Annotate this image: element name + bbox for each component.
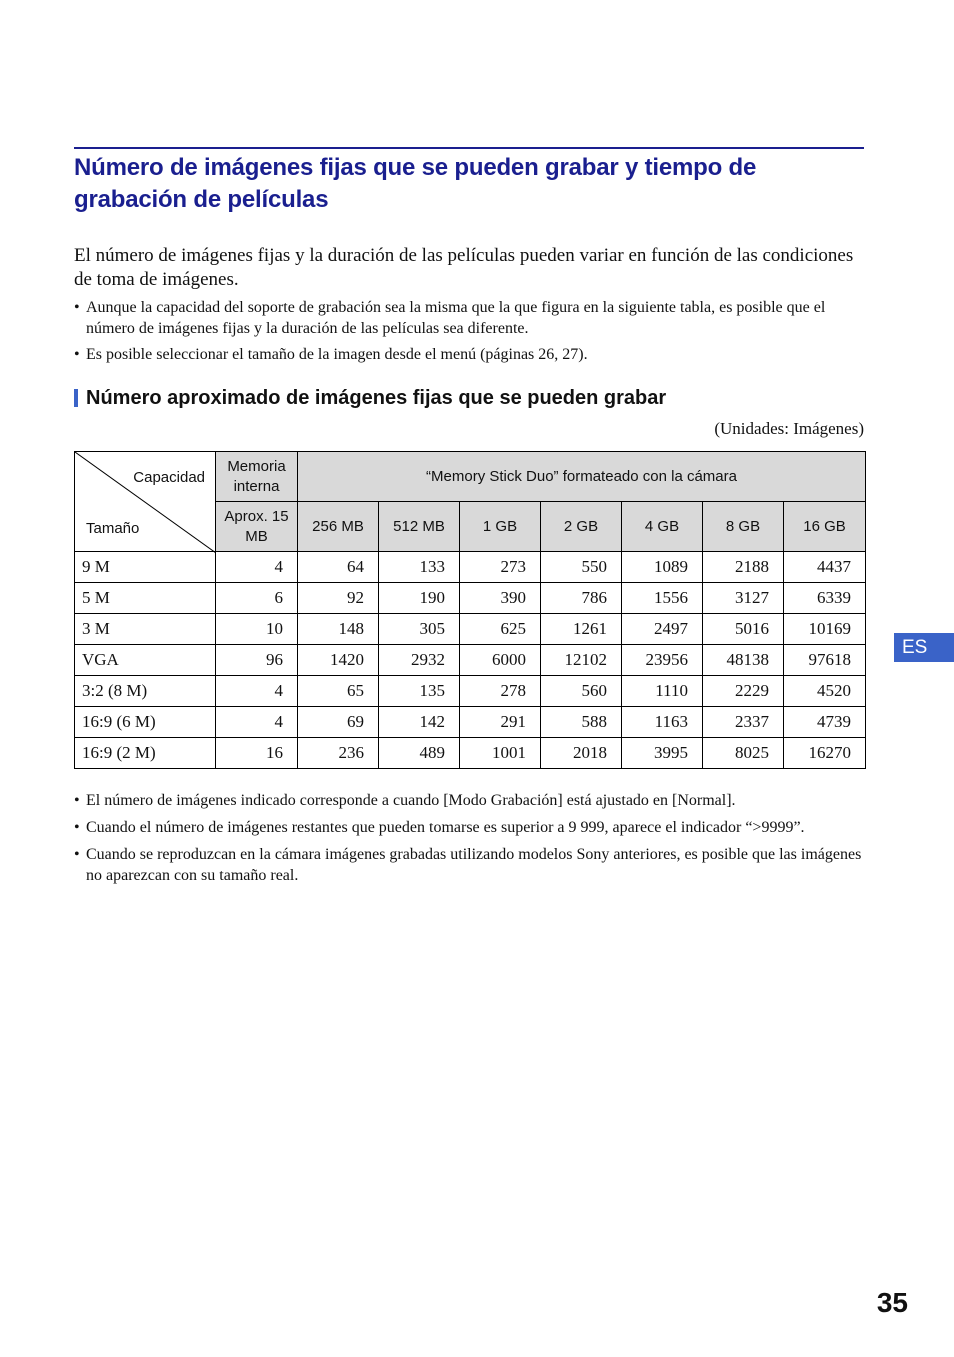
image-count-cell: 291: [460, 707, 541, 738]
image-count-cell: 16270: [784, 738, 866, 769]
image-count-cell: 1556: [622, 583, 703, 614]
image-count-cell: 148: [298, 614, 379, 645]
image-size-cell: 16:9 (6 M): [75, 707, 216, 738]
image-count-cell: 588: [541, 707, 622, 738]
heading-marker: [74, 389, 78, 407]
note-item: • Es posible seleccionar el tamaño de la imagen desde el menú (páginas 26, 27).: [74, 344, 864, 365]
image-count-cell: 786: [541, 583, 622, 614]
image-count-cell: 142: [379, 707, 460, 738]
table-row: [75, 676, 866, 707]
table-row: [75, 645, 866, 676]
image-count-cell: 10169: [784, 614, 866, 645]
image-count-cell: 489: [379, 738, 460, 769]
image-count-cell: 1001: [460, 738, 541, 769]
image-size-cell: VGA: [75, 645, 216, 676]
corner-size-label: Tamaño: [86, 520, 140, 537]
note-item: • Aunque la capacidad del soporte de grabación sea la misma que la que figura en la siguiente tabla, es posible que el número de imágenes fijas y la duración de las películas sea diferente.: [74, 297, 864, 339]
image-count-cell: 135: [379, 676, 460, 707]
image-count-cell: 3995: [622, 738, 703, 769]
capacity-header: 2 GB: [541, 502, 622, 552]
section-heading-text: Número aproximado de imágenes fijas que se pueden grabar: [86, 387, 667, 409]
image-count-cell: 16: [216, 738, 298, 769]
image-count-cell: 96: [216, 645, 298, 676]
image-size-cell: 3:2 (8 M): [75, 676, 216, 707]
capacity-table: [74, 451, 866, 769]
image-count-cell: 390: [460, 583, 541, 614]
image-count-cell: 2497: [622, 614, 703, 645]
table-row: [75, 738, 866, 769]
table-row: [75, 552, 866, 583]
image-count-cell: 190: [379, 583, 460, 614]
image-size-cell: 5 M: [75, 583, 216, 614]
image-count-cell: 4739: [784, 707, 866, 738]
capacity-header: 16 GB: [784, 502, 866, 552]
capacity-header: 8 GB: [703, 502, 784, 552]
image-count-cell: 10: [216, 614, 298, 645]
image-count-cell: 273: [460, 552, 541, 583]
image-count-cell: 4437: [784, 552, 866, 583]
title-rule: [74, 147, 864, 149]
image-count-cell: 278: [460, 676, 541, 707]
image-count-cell: 1089: [622, 552, 703, 583]
image-size-cell: 16:9 (2 M): [75, 738, 216, 769]
image-count-cell: 550: [541, 552, 622, 583]
image-count-cell: 64: [298, 552, 379, 583]
image-count-cell: 560: [541, 676, 622, 707]
table-row: [75, 583, 866, 614]
image-count-cell: 3127: [703, 583, 784, 614]
image-count-cell: 2188: [703, 552, 784, 583]
image-count-cell: 1163: [622, 707, 703, 738]
image-count-cell: 65: [298, 676, 379, 707]
note-item: • El número de imágenes indicado corresponde a cuando [Modo Grabación] está ajustado en [Normal].: [74, 790, 864, 811]
units-label: (Unidades: Imágenes): [714, 419, 864, 438]
image-count-cell: 2018: [541, 738, 622, 769]
image-count-cell: 4520: [784, 676, 866, 707]
image-count-cell: 1261: [541, 614, 622, 645]
internal-memory-header: Memoria interna: [216, 452, 298, 502]
image-count-cell: 1110: [622, 676, 703, 707]
image-count-cell: 2932: [379, 645, 460, 676]
image-count-cell: 5016: [703, 614, 784, 645]
image-count-cell: 6: [216, 583, 298, 614]
corner-capacity-label: Capacidad: [133, 469, 205, 486]
note-item: • Cuando el número de imágenes restantes que pueden tomarse es superior a 9 999, aparece el indicador “>9999”.: [74, 817, 864, 838]
image-count-cell: 236: [298, 738, 379, 769]
image-count-cell: 2229: [703, 676, 784, 707]
section-heading: [74, 385, 666, 411]
internal-capacity-header: Aprox. 15 MB: [216, 502, 298, 552]
image-count-cell: 8025: [703, 738, 784, 769]
capacity-header: 256 MB: [298, 502, 379, 552]
intro-paragraph: El número de imágenes fijas y la duración de las películas pueden variar en función de las condiciones de toma de imágenes.: [74, 245, 854, 290]
image-count-cell: 1420: [298, 645, 379, 676]
capacity-header: 4 GB: [622, 502, 703, 552]
image-count-cell: 69: [298, 707, 379, 738]
table-corner-cell: [75, 452, 216, 552]
notes-bottom-list: [74, 790, 864, 892]
image-count-cell: 23956: [622, 645, 703, 676]
page-title: Número de imágenes fijas que se pueden grabar y tiempo de grabación de películas: [74, 154, 757, 213]
table-row: [75, 707, 866, 738]
notes-top-list: [74, 297, 864, 370]
image-count-cell: 48138: [703, 645, 784, 676]
memory-stick-header: “Memory Stick Duo” formateado con la cámara: [298, 452, 866, 502]
image-count-cell: 4: [216, 552, 298, 583]
note-item: • Cuando se reproduzcan en la cámara imágenes grabadas utilizando modelos Sony anteriores, es posible que las imágenes no aparezcan con su tamaño real.: [74, 844, 864, 886]
page-number: 35: [876, 1287, 908, 1318]
image-count-cell: 6339: [784, 583, 866, 614]
image-size-cell: 3 M: [75, 614, 216, 645]
image-count-cell: 625: [460, 614, 541, 645]
image-count-cell: 97618: [784, 645, 866, 676]
image-count-cell: 2337: [703, 707, 784, 738]
image-count-cell: 92: [298, 583, 379, 614]
language-tab: ES: [894, 633, 954, 662]
image-count-cell: 12102: [541, 645, 622, 676]
capacity-header: 1 GB: [460, 502, 541, 552]
capacity-header: 512 MB: [379, 502, 460, 552]
image-count-cell: 4: [216, 676, 298, 707]
image-size-cell: 9 M: [75, 552, 216, 583]
table-row: [75, 614, 866, 645]
image-count-cell: 6000: [460, 645, 541, 676]
image-count-cell: 305: [379, 614, 460, 645]
image-count-cell: 4: [216, 707, 298, 738]
image-count-cell: 133: [379, 552, 460, 583]
diagonal-line: [75, 452, 216, 553]
